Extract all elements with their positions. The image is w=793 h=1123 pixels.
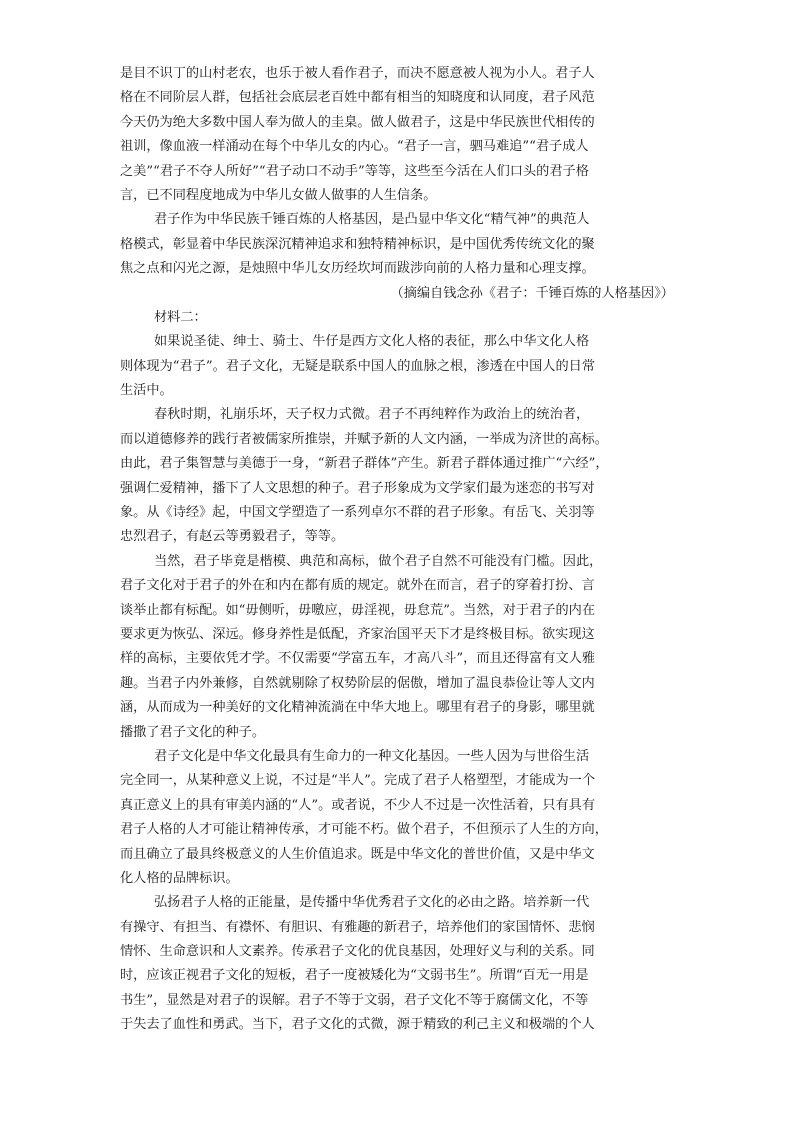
text-line: 格在不同阶层人群，包括社会底层老百姓中都有相当的知晓度和认同度，君子风范 xyxy=(120,90,595,106)
paragraph xyxy=(120,330,680,403)
text-line: 言，已不同程度地成为中华儿女做人做事的人生信条。 xyxy=(120,187,437,203)
text-line: 化人格的品牌标识。 xyxy=(120,870,239,886)
text-line: 则体现为“君子”。君子文化，无疑是联系中国人的血脉之根，渗透在中国人的日常 xyxy=(120,358,596,374)
paragraph xyxy=(120,891,680,1037)
text-line: 祖训，像血液一样涌动在每个中华儿女的内心。“君子一言，驷马难追”“君子成人 xyxy=(120,139,589,155)
text-line: 真正意义上的具有审美内涵的“人”。或者说，不少人不过是一次性活着，只有具有 xyxy=(120,797,596,813)
text-line: 而且确立了最具终极意义的人生价值追求。既是中华文化的普世价值，又是中华文 xyxy=(120,846,595,862)
text-line: 格模式，彰显着中华民族深沉精神追求和独特精神标识，是中国优秀传统文化的聚 xyxy=(120,236,595,252)
paragraph xyxy=(120,745,680,891)
section-label xyxy=(120,306,680,330)
document-page xyxy=(120,62,680,1038)
text-line: 涵，从而成为一种美好的文化精神流淌在中华大地上。哪里有君子的身影，哪里就 xyxy=(120,700,595,716)
text-line: 忠烈君子，有赵云等勇毅君子，等等。 xyxy=(120,529,345,545)
text-line: 春秋时期，礼崩乐坏，天子权力式微。君子不再纯粹作为政治上的统治者， xyxy=(154,407,590,423)
text-line: 焦之点和闪光之源，是烛照中华儿女历经坎坷而跋涉向前的人格力量和心理支撑。 xyxy=(120,261,595,277)
text-line: 完全同一，从某种意义上说，不过是“半人”。完成了君子人格塑型，才能成为一个 xyxy=(120,773,596,789)
text-line: 君子人格的人才可能让精神传承，才可能不朽。做个君子，不但预示了人生的方向， xyxy=(120,822,608,838)
text-line: 君子文化对于君子的外在和内在都有质的规定。就外在而言，君子的穿着打扮、言 xyxy=(120,578,595,594)
text-line: 象。从《诗经》起，中国文学塑造了一系列卓尔不群的君子形象。有岳飞、关羽等 xyxy=(120,505,595,521)
paragraph xyxy=(120,550,680,745)
text-line: 君子文化是中华文化最具有生命力的一种文化基因。一些人因为与世俗生活 xyxy=(154,748,590,764)
text-line: 当然，君子毕竟是楷模、典范和高标，做个君子自然不可能没有门槛。因此， xyxy=(154,553,603,569)
text-line: 由此，君子集智慧与美德于一身，“新君子群体”产生。新君子群体通过推广“六经”， xyxy=(120,456,609,472)
text-line: 要求更为恢弘、深远。修身养性是低配，齐家治国平天下才是终极目标。欲实现这 xyxy=(120,626,595,642)
text-line: 情怀、生命意识和人文素养。传承君子文化的优良基因，处理好义与利的关系。同 xyxy=(120,944,595,960)
text-line: 材料二： xyxy=(154,309,207,325)
text-line: 生活中。 xyxy=(120,383,173,399)
text-line: 谈举止都有标配。如“毋侧听，毋噭应，毋淫视，毋怠荒”。当然，对于君子的内在 xyxy=(120,602,596,618)
paragraph xyxy=(120,208,680,281)
text-line: 弘扬君子人格的正能量，是传播中华优秀君子文化的必由之路。培养新一代 xyxy=(154,895,590,911)
paragraph xyxy=(120,403,680,549)
text-line: 趣。当君子内外兼修，自然就剔除了权势阶层的倨傲，增加了温良恭俭让等人文内 xyxy=(120,675,595,691)
text-line: 今天仍为绝大多数中国人奉为做人的圭臬。做人做君子，这是中华民族世代相传的 xyxy=(120,114,595,130)
text-line: 是目不识丁的山村老农，也乐于被人看作君子，而决不愿意被人视为小人。君子人 xyxy=(120,66,595,81)
text-line: 如果说圣徒、绅士、骑士、牛仔是西方文化人格的表征，那么中华文化人格 xyxy=(154,334,590,350)
text-line: （摘编自钱念孙《君子：千锤百炼的人格基因》） xyxy=(390,285,674,301)
text-line: 于失去了血性和勇武。当下，君子文化的式微，源于精致的利己主义和极端的个人 xyxy=(120,1017,595,1033)
paragraph xyxy=(120,62,680,208)
text-line: 样的高标，主要依凭才学。不仅需要“学富五车，才高八斗”，而且还得富有文人雅 xyxy=(120,651,596,667)
text-line: 强调仁爱精神，播下了人文思想的种子。君子形象成为文学家们最为迷恋的书写对 xyxy=(120,480,595,496)
text-line: 有操守、有担当、有襟怀、有胆识、有雅趣的新君子，培养他们的家国情怀、悲悯 xyxy=(120,919,595,935)
text-line: 而以道德修养的践行者被儒家所推崇，并赋予新的人文内涵，一举成为济世的高标。 xyxy=(120,431,608,447)
text-line: 君子作为中华民族千锤百炼的人格基因，是凸显中华文化“精气神”的典范人 xyxy=(154,212,590,228)
text-line: 时，应该正视君子文化的短板，君子一度被矮化为“文弱书生”。所谓“百无一用是 xyxy=(120,968,589,984)
source-citation xyxy=(120,282,680,306)
text-line: 播撒了君子文化的种子。 xyxy=(120,724,266,740)
text-line: 书生”，显然是对君子的误解。君子不等于文弱，君子文化不等于腐儒文化，不等 xyxy=(120,992,589,1008)
text-line: 之美”“君子不夺人所好”“君子动口不动手”等等，这些至今活在人们口头的君子格 xyxy=(120,163,589,179)
